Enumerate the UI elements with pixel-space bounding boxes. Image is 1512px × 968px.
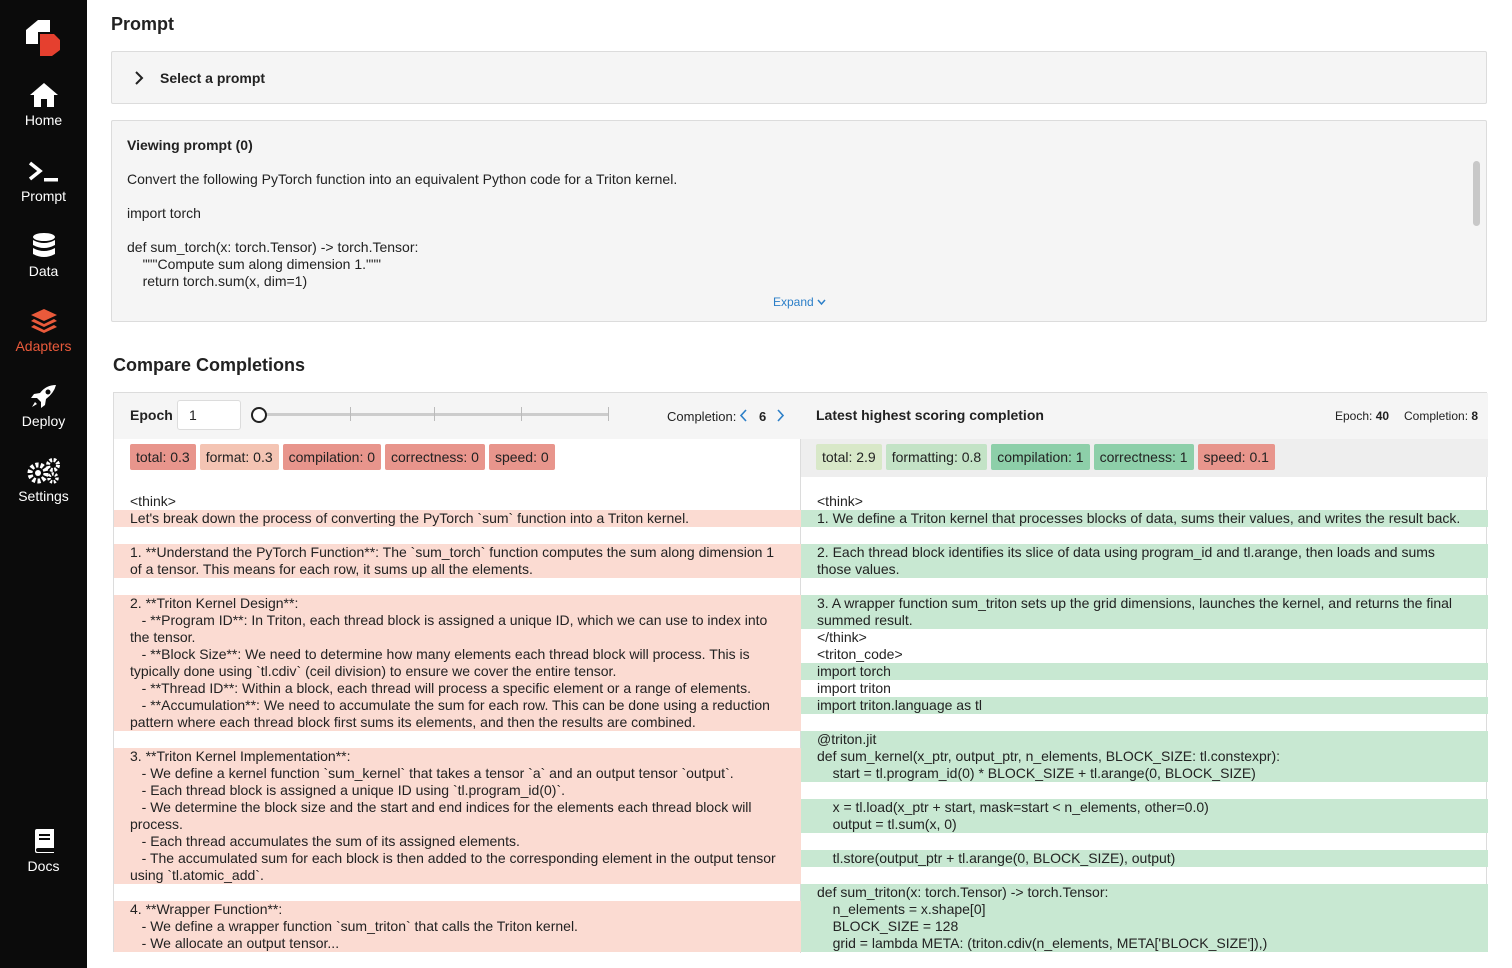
viewing-prompt-label: Viewing prompt (0) (127, 137, 253, 153)
score-chip: correctness: 1 (1094, 444, 1194, 470)
completion-value: 6 (759, 409, 767, 424)
completion-line: 2. **Triton Kernel Design**: - **Program ID**: In Triton, each thread block is assigned a unique ID, which we can use to index into the tensor. - **Block Size**: We need to determine how many elements each thread block will process. This is typically done using `tl.cdiv` (ceil division) to ensure we cover the entire tensor. - **Thread ID**: Within a block, each thread will process a specific element or a range of elements. - **Accumulation**: We need to accumulate the sum for each row. This can be done using a reduction pattern where each thread block first sums its elements, and then the results are combined. (114, 595, 801, 731)
chevron-down-icon (817, 299, 826, 306)
left-completion-pane (114, 393, 801, 953)
sidebar-item-label: Data (28, 263, 59, 279)
best-completion-label: Completion: (1404, 409, 1469, 423)
completion-line: @triton.jit def sum_kernel(x_ptr, output_ptr, n_elements, BLOCK_SIZE: tl.constexpr): start = tl.program_id(0) * BLOCK_SIZE + tl.arange(0, BLOCK_SIZE) (801, 731, 1488, 782)
app-logo[interactable] (24, 18, 62, 56)
completion-line: 3. **Triton Kernel Implementation**: - We define a kernel function `sum_kernel` that takes a tensor `a` and an output tensor `output`. - Each thread block is assigned a unique ID using `tl.program_id(0)`. - We determine the block size and the start and end indices for the elements each thread block will process. - Each thread accumulates the sum of its assigned elements. - The accumulated sum for each block is then added to the corresponding element in the output tensor using `tl.atomic_add`. (114, 748, 801, 884)
chevron-right-icon (134, 71, 144, 85)
score-chip: total: 2.9 (816, 444, 882, 470)
sidebar-item-data[interactable] (0, 233, 87, 279)
right-completion-pane (801, 393, 1488, 953)
compare-panel (113, 392, 1487, 952)
prompt-line: import torch (127, 205, 201, 221)
completion-line: import torch (801, 663, 1488, 680)
home-icon (29, 82, 59, 108)
completion-line: import triton.language as tl (801, 697, 1488, 714)
completion-line: <triton_code> (817, 646, 903, 662)
completion-line: tl.store(output_ptr + tl.arange(0, BLOCK_SIZE), output) (801, 850, 1488, 867)
completion-line (801, 833, 1488, 850)
completion-line (801, 867, 1488, 884)
left-score-chips (130, 444, 559, 470)
sidebar-item-label: Prompt (20, 188, 67, 204)
completion-line (801, 578, 1488, 595)
prompt-scrollbar[interactable] (1473, 161, 1480, 226)
completion-line (114, 731, 801, 748)
sidebar-item-label: Adapters (15, 338, 72, 354)
completion-label: Completion: (667, 409, 737, 424)
score-chip: correctness: 0 (385, 444, 485, 470)
prompt-line: Convert the following PyTorch function into an equivalent Python code for a Triton kernel. (127, 171, 678, 187)
completion-line (801, 714, 1488, 731)
completion-line: Let's break down the process of converting the PyTorch `sum` function into a Triton kernel. (114, 510, 801, 527)
completion-line: 4. **Wrapper Function**: - We define a wrapper function `sum_triton` that calls the Triton kernel. - We allocate an output tensor... (114, 901, 801, 952)
completion-line (114, 884, 801, 901)
prompt-line: return torch.sum(x, dim=1) (127, 273, 308, 289)
book-icon (33, 828, 55, 854)
score-chip: compilation: 1 (991, 444, 1089, 470)
score-chip: format: 0.3 (200, 444, 279, 470)
epoch-slider-handle[interactable] (251, 407, 267, 423)
completion-line: </think> (817, 629, 867, 645)
prompt-viewer (111, 120, 1487, 322)
gears-icon (27, 458, 61, 484)
epoch-slider-track[interactable] (258, 413, 608, 416)
expand-label: Expand (773, 295, 814, 309)
score-chip: speed: 0 (489, 444, 555, 470)
right-header (801, 393, 1488, 439)
best-epoch-label: Epoch: (1335, 409, 1373, 423)
slider-tick (350, 407, 351, 421)
sidebar-item-deploy[interactable] (0, 383, 87, 429)
slider-tick (434, 407, 435, 421)
prompt-line (127, 188, 1447, 205)
sidebar-item-docs[interactable] (0, 828, 87, 874)
best-epoch (1335, 409, 1389, 423)
completion-line (801, 527, 1488, 544)
best-completion-value: 8 (1471, 409, 1479, 423)
score-chip: speed: 0.1 (1198, 444, 1275, 470)
completion-line: 1. **Understand the PyTorch Function**: The `sum_torch` function computes the sum along dimension 1 of a tensor. This means for each row, it sums up all the elements. (114, 544, 801, 578)
completion-line: 1. We define a Triton kernel that processes blocks of data, sums their values, and writes the result back. (801, 510, 1488, 527)
main-content (87, 0, 1512, 968)
completion-line (801, 782, 1488, 799)
epoch-input[interactable] (177, 400, 241, 430)
left-header (114, 393, 801, 439)
prompt-line: def sum_torch(x: torch.Tensor) -> torch.Tensor: (127, 239, 419, 255)
completion-line (114, 527, 801, 544)
prompt-line (127, 222, 1447, 239)
sidebar (0, 0, 87, 968)
right-score-chips (816, 444, 1279, 470)
completion-line: x = tl.load(x_ptr + start, mask=start < n_elements, other=0.0) output = tl.sum(x, 0) (801, 799, 1488, 833)
completion-line: import triton (817, 680, 891, 696)
select-prompt-label: Select a prompt (160, 70, 266, 86)
expand-button[interactable] (773, 295, 826, 309)
sidebar-item-prompt[interactable] (0, 160, 87, 204)
completion-line: def sum_triton(x: torch.Tensor) -> torch.Tensor: n_elements = x.shape[0] BLOCK_SIZE = 128 grid = lambda META: (triton.cdiv(n_elements, META['BLOCK_SIZE']),) (801, 884, 1488, 952)
epoch-label: Epoch (130, 407, 173, 423)
completion-line: <think> (817, 493, 863, 509)
prompt-line: """Compute sum along dimension 1.""" (127, 256, 381, 272)
completion-line: 2. Each thread block identifies its slice of data using program_id and tl.arange, then loads and sums those values. (801, 544, 1488, 578)
best-completion-title: Latest highest scoring completion (816, 407, 1044, 423)
sidebar-item-settings[interactable] (0, 458, 87, 504)
compare-section-title: Compare Completions (113, 355, 306, 375)
best-epoch-value: 40 (1375, 409, 1390, 423)
completion-line: 3. A wrapper function sum_triton sets up the grid dimensions, launches the kernel, and returns the final summed result. (801, 595, 1488, 629)
score-chip: formatting: 0.8 (886, 444, 988, 470)
sidebar-item-label: Deploy (21, 413, 66, 429)
terminal-icon (28, 160, 60, 184)
sidebar-item-label: Docs (27, 858, 60, 874)
best-completion (1404, 409, 1478, 423)
sidebar-item-home[interactable] (0, 82, 87, 128)
prompt-selector[interactable] (111, 51, 1487, 104)
chevron-right-icon[interactable] (777, 409, 785, 422)
slider-tick (608, 407, 609, 421)
sidebar-item-label: Home (24, 112, 63, 128)
left-completion-text (114, 493, 801, 952)
rocket-icon (30, 383, 58, 409)
prompt-section-title: Prompt (111, 14, 174, 34)
database-icon (32, 233, 56, 259)
sidebar-item-adapters[interactable] (0, 308, 87, 354)
slider-tick (521, 407, 522, 421)
score-chip: compilation: 0 (283, 444, 381, 470)
chevron-left-icon[interactable] (739, 409, 747, 422)
score-chip: total: 0.3 (130, 444, 196, 470)
layers-icon (30, 308, 58, 334)
completion-line: <think> (130, 493, 176, 509)
prompt-text (127, 171, 1447, 289)
completion-line (114, 578, 801, 595)
sidebar-item-label: Settings (18, 488, 69, 504)
right-completion-text (801, 493, 1488, 952)
